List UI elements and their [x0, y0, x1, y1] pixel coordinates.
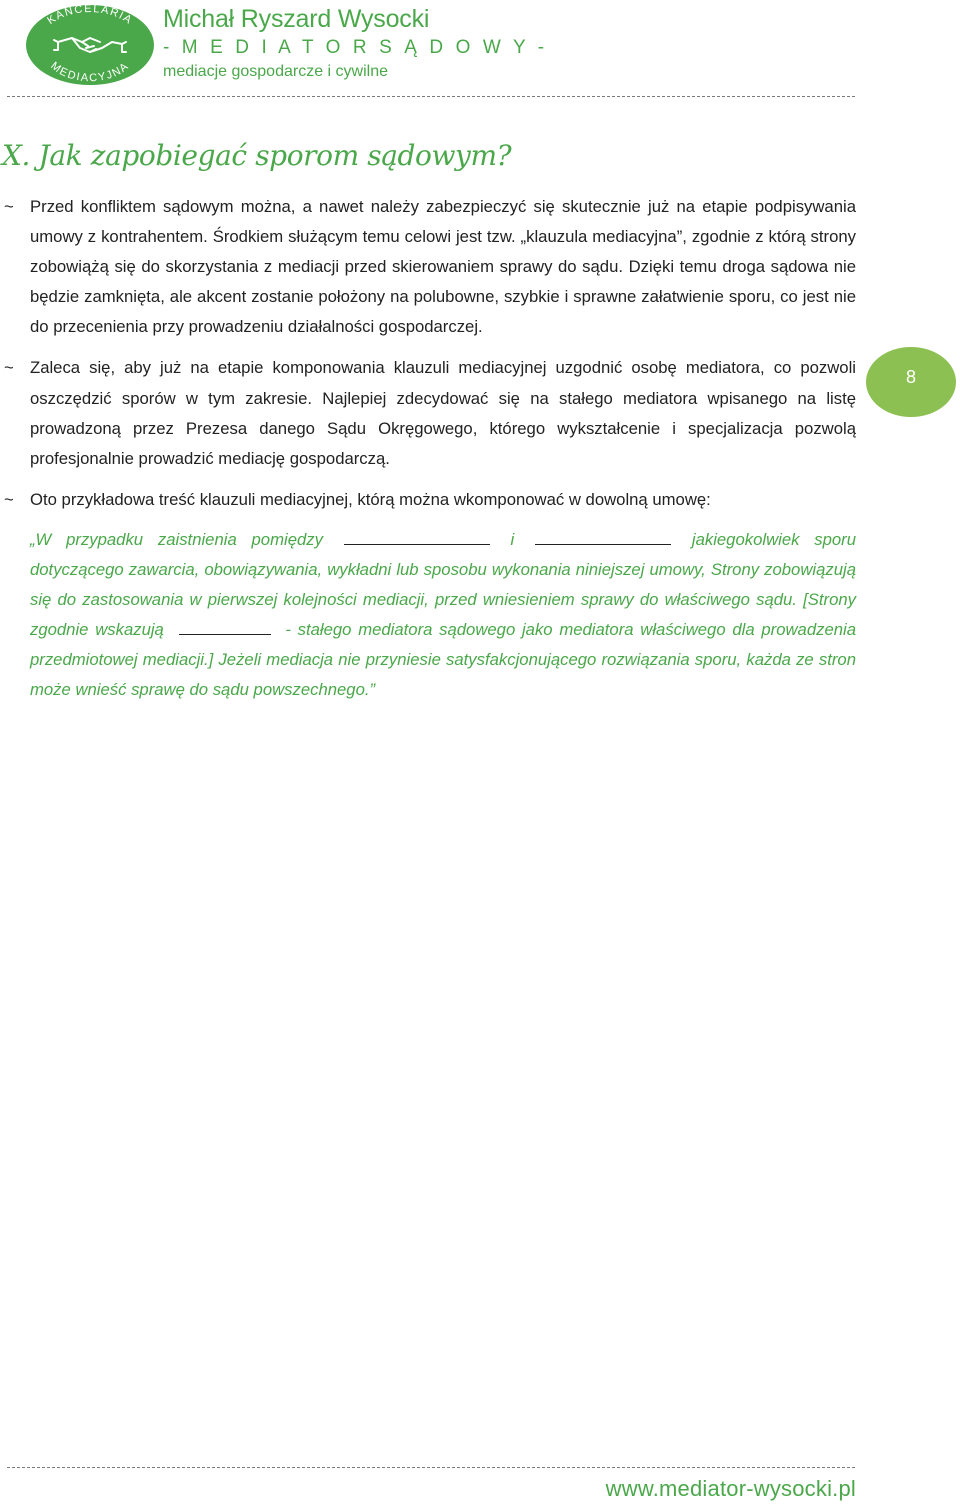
tilde-bullet: ~ [4, 489, 14, 509]
paragraph-text: Przed konfliktem sądowym można, a nawet należy zabezpieczyć się skutecznie już na etapie podpisywania umowy z kontrahentem. Środkiem służącym temu celowi jest tzw. „klauzula mediacyjna”, zgodnie z którą strony zobowiążą się do skorzystania z mediacji przed skierowaniem sprawy do sądu. Dzięki temu droga sądowa nie będzie zamknięta, ale akcent zostanie położony na polubowne, szybkie i sprawne załatwienie sporu, co jest nie do przecenienia przy prowadzeniu działalności gospodarczej. [30, 197, 856, 337]
page-number-badge: 8 [866, 347, 956, 417]
logo-text-top: KANCELARIA [45, 4, 135, 28]
footer-divider [7, 1467, 855, 1468]
clause-text-part-3: jakiegokolwiek sporu dotyczącego zawarcia, obowiązywania, wykładni lub sposobu wykonania niniejszej umowy, Strony zobowiązują się do zastosowania w pierwszej kolejności mediacji, przed wniesieniem sprawy do właściwego sądu. [Strony zgodnie wskazują [30, 529, 856, 640]
paragraph-text: Zaleca się, aby już na etapie komponowania klauzuli mediacyjnej uzgodnić osobę mediatora, co pozwoli oszczędzić sporów w tym zakresie. Najlepiej zdecydować się na stałego mediatora wpisanego na listę prowadzoną przez Prezesa danego Sądu Okręgowego, którego wykształcenie i specjalizacja pozwolą profesjonalnie prowadzić mediację gospodarczą. [30, 358, 856, 468]
tilde-bullet: ~ [4, 197, 14, 216]
blank-line-party-1 [344, 530, 490, 545]
paragraph-prevention [4, 192, 856, 342]
section-title: X. Jak zapobiegać sporom sądowym? [2, 139, 512, 172]
mediation-clause-example [30, 525, 856, 706]
page-header [0, 0, 960, 104]
clause-text-part-4: - stałego mediatora sądowego jako mediatora właściwego dla prowadzenia przedmiotowej mediacji.] Jeżeli mediacja nie przyniesie satysfakcjonującego rozwiązania sporu, każda ze stron może wnieść sprawę do sądu powszechnego.” [30, 620, 856, 700]
logo-text-bottom: MEDIACYJNA [48, 59, 132, 85]
paragraph-mediator-choice [4, 353, 856, 473]
blank-line-party-2 [535, 530, 671, 545]
clause-text-part-1: „W przypadku zaistnienia pomiędzy [30, 529, 323, 549]
paragraph-clause-intro [4, 485, 856, 515]
brand-block [163, 4, 548, 84]
mediator-name: Michał Ryszard Wysocki [163, 5, 430, 33]
clause-text-part-2: i [510, 529, 515, 549]
kancelaria-mediacyjna-logo [24, 4, 156, 86]
header-divider [7, 96, 855, 97]
page-content [4, 192, 856, 706]
blank-line-mediator [179, 620, 271, 635]
mediator-role: - M E D I A T O R S Ą D O W Y - [163, 37, 548, 58]
tilde-bullet: ~ [4, 358, 14, 378]
website-link[interactable]: www.mediator-wysocki.pl [605, 1476, 856, 1501]
mediator-subtitle: mediacje gospodarcze i cywilne [163, 63, 388, 80]
paragraph-text: Oto przykładowa treść klauzuli mediacyjnej, którą można wkomponować w dowolną umowę: [30, 489, 711, 509]
